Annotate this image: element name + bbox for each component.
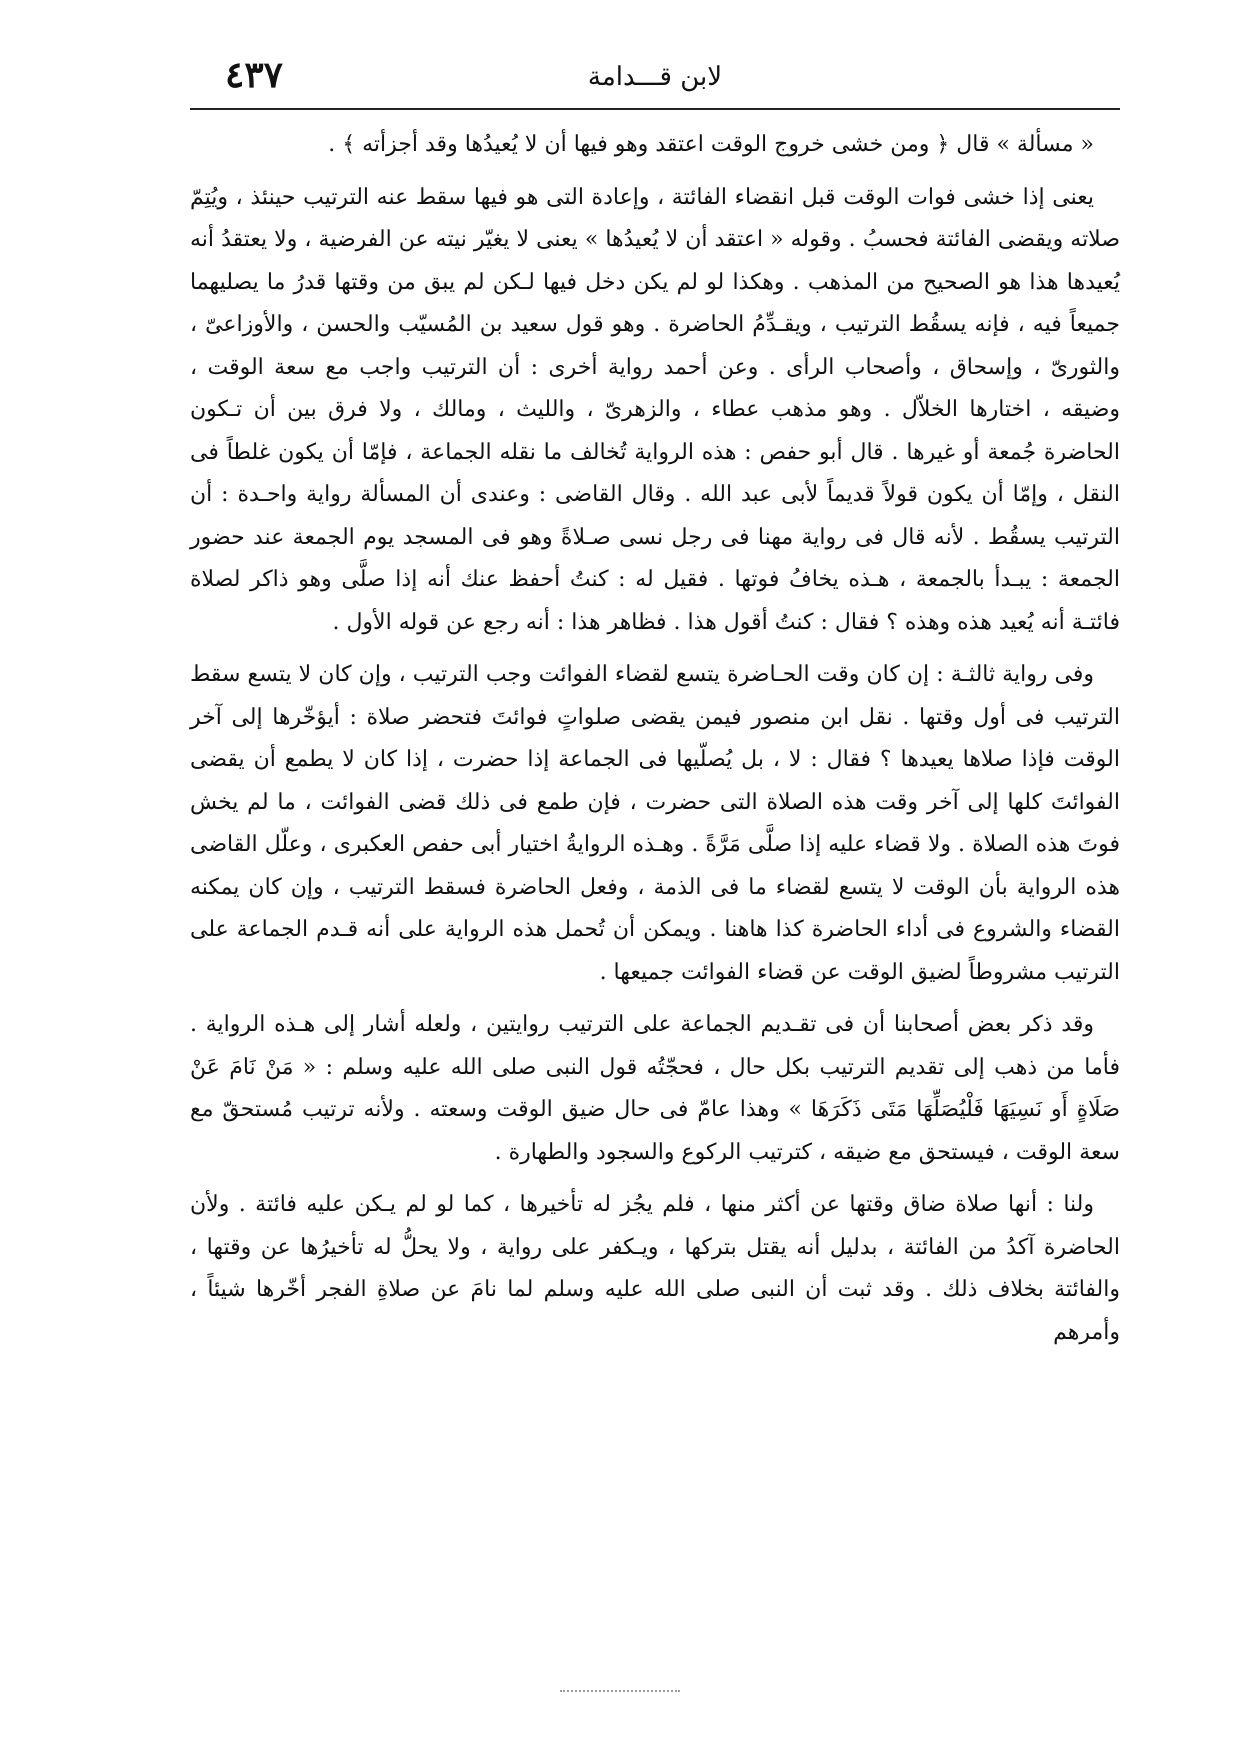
running-head: لابن قـــدامة [587,62,723,92]
body-paragraph: وقد ذكر بعض أصحابنا أن فى تقـديم الجماعة على الترتيب روايتين ، ولعله أشار إلى هـذه الرواية . فأما من ذهب إلى تقديم الترتيب بكل حال ، فحجّتُه قول النبى صلى الله عليه وسلم : « مَنْ نَامَ عَنْ صَلَاةٍ أَو نَسِيَهَا فَلْيُصَلِّهَا مَتَى ذَكَرَهَا » وهذا عامّ فى حال ضيق الوقت وسعته . ولأنه ترتيب مُستحقّ مع سعة الوقت ، فيستحق مع ضيقه ، كترتيب الركوع والسجود والطهارة . [190,1012,1120,1165]
page-header [190,40,1120,102]
body-paragraph: وفى رواية ثالثـة : إن كان وقت الحـاضرة يتسع لقضاء الفوائت وجب الترتيب ، وإن كان لا يتسع سقط الترتيب فى أول وقتها . نقل ابن منصور فيمن يقضى صلواتٍ فوائتَ فتحضر صلاة : أيؤخّرها إلى آخر الوقت فإذا صلاها يعيدها ؟ فقال : لا ، بل يُصلّيها فى الجماعة إذا حضرت ، إذا كان لا يطمع أن يقضى الفوائتَ كلها إلى آخر وقت هذه الصلاة التى حضرت ، فإن طمع فى ذلك قضى الفوائت ، ما لم يخش فوتَ هذه الصلاة . ولا قضاء عليه إذا صلَّى مَرَّةً . وهـذه الروايةُ اختيار أبى حفص العكبرى ، وعلّل القاضى هذه الرواية بأن الوقت لا يتسع لقضاء ما فى الذمة ، وفعل الحاضرة فسقط الترتيب ، وإن كان يمكنه القضاء والشروع فى أداء الحاضرة كذا هاهنا . ويمكن أن تُحمل هذه الرواية على أنه قـدم الجماعة على الترتيب مشروطاً لضيق الوقت عن قضاء الفوائت جميعها . [190,662,1120,985]
page-body [190,124,1120,1354]
header-rule [190,108,1120,110]
issue-heading-paragraph: « مسألة » قال ﴿ ومن خشى خروج الوقت اعتقد وهو فيها أن لا يُعيدُها وقد أجزأته ﴾ . [328,132,1094,157]
body-paragraph: ولنا : أنها صلاة ضاق وقتها عن أكثر منها ، فلم يجُز له تأخيرها ، كما لو لم يـكن عليه فائتة . ولأن الحاضرة آكدُ من الفائتة ، بدليل أنه يقتل بتركها ، ويـكفر على رواية ، ولا يحلُّ له تأخيرُها عن وقتها ، والفائتة بخلاف ذلك . وقد ثبت أن النبى صلى الله عليه وسلم لما نامَ عن صلاةِ الفجر أخّرها شيئاً ، وأمرهم [190,1192,1120,1345]
book-page [190,40,1120,1364]
body-paragraph: يعنى إذا خشى فوات الوقت قبل انقضاء الفائتة ، وإعادة التى هو فيها سقط عنه الترتيب حينئذ ، ويُتِمّ صلاته ويقضى الفائتة فحسبُ . وقوله « اعتقد أن لا يُعيدُها » يعنى لا يغيّر نيته عن الفرضية ، ولا يعتقدُ أنه يُعيدها هذا هو الصحيح من المذهب . وهكذا لو لم يكن دخل فيها لـكن لم يبق من وقتها قدرُ ما يصليهما جميعاً فيه ، فإنه يسقُط الترتيب ، ويقـدِّمُ الحاضرة . وهو قول سعيد بن المُسيّب والحسن ، والأوزاعىّ ، والثورىّ ، وإسحاق ، وأصحاب الرأى . وعن أحمد رواية أخرى : أن الترتيب واجب مع سعة الوقت ، وضيقه ، اختارها الخلاّل . وهو مذهب عطاء ، والزهرىّ ، والليث ، ومالك ، ولا فرق بين أن تـكون الحاضرة جُمعة أو غيرها . قال أبو حفص : هذه الرواية تُخالف ما نقله الجماعة ، فإمّا أن يكون غلطاً فى النقل ، وإمّا أن يكون قولاً قديماً لأبى عبد الله . وقال القاضى : وعندى أن المسألة رواية واحـدة : أن الترتيب يسقُط . لأنه قال فى رواية مهنا فى رجل نسى صـلاةً وهو فى المسجد يوم الجمعة عند حضور الجمعة : يبـدأ بالجمعة ، هـذه يخافُ فوتها . فقيل له : كنتُ أحفظ عنك أنه إذا صلَّى وهو ذاكر لصلاة فائتـة أنه يُعيد هذه وهذه ؟ فقال : كنتُ أقول هذا . فظاهر هذا : أنه رجع عن قوله الأول . [190,184,1120,635]
footer-dotted-rule [560,1690,680,1692]
page-number: ٤٣٧ [225,54,284,96]
